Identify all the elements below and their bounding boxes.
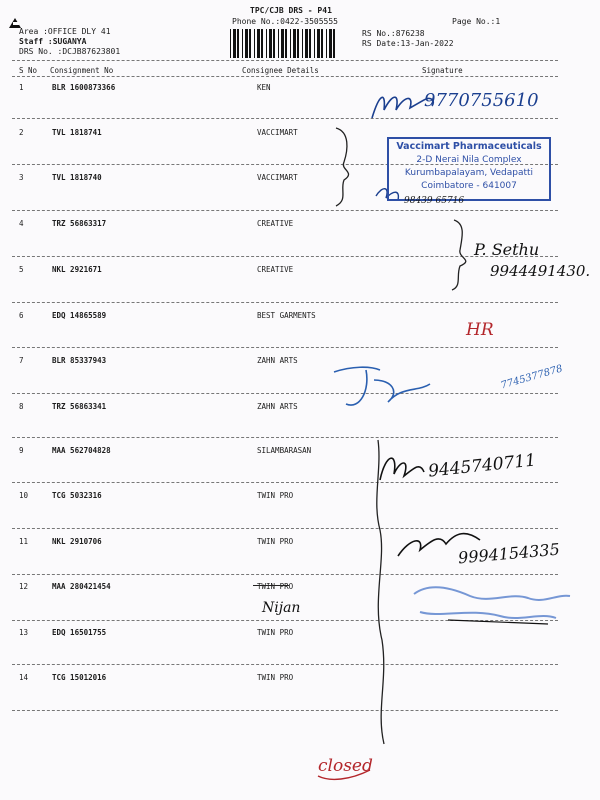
row-consignment: TCG 5032316 bbox=[52, 491, 102, 500]
row-sno: 11 bbox=[19, 537, 29, 546]
handwritten-phone-creative: 9944491430. bbox=[490, 262, 591, 280]
row-sno: 8 bbox=[19, 402, 24, 411]
row-consignee: TWIN PRO bbox=[257, 537, 294, 546]
row-consignee: ZAHN ARTS bbox=[257, 402, 298, 411]
handwritten-phone-zahn: 7745377878 bbox=[499, 363, 564, 392]
handwritten-hr: HR bbox=[466, 320, 494, 340]
column-consignee: Consignee Details bbox=[242, 66, 319, 75]
row-consignee: CREATIVE bbox=[257, 219, 294, 228]
row-consignment: MAA 280421454 bbox=[52, 582, 111, 591]
row-consignment: TVL 1818740 bbox=[52, 173, 102, 182]
handwritten-nijan: Nijan bbox=[262, 600, 301, 616]
report-title: TPC/CJB DRS - P41 bbox=[250, 6, 332, 15]
bracket-line bbox=[377, 440, 384, 744]
stamp-address-line: Kurumbapalayam, Vedapatti bbox=[404, 168, 534, 178]
phone-number: Phone No.:0422-3505555 bbox=[232, 17, 338, 26]
handwritten-phone-silambarasan: 9445740711 bbox=[427, 450, 537, 482]
row-consignee: SILAMBARASAN bbox=[257, 446, 312, 455]
handwritten-stamp-phone: 98439 65716 bbox=[404, 196, 465, 206]
row-consignment: TVL 1818741 bbox=[52, 128, 102, 137]
row-consignee: TWIN PRO bbox=[257, 628, 294, 637]
row-consignment: NKL 2910706 bbox=[52, 537, 102, 546]
row-consignment: NKL 2921671 bbox=[52, 265, 102, 274]
handwritten-closed: closed bbox=[318, 756, 373, 776]
brace-vaccimart bbox=[336, 128, 349, 206]
row-sno: 9 bbox=[19, 446, 24, 455]
column-signature: Signature bbox=[422, 66, 463, 75]
column-sno: S No bbox=[19, 66, 38, 75]
page-number: Page No.:1 bbox=[452, 17, 501, 26]
row-sno: 6 bbox=[19, 311, 24, 320]
row-sno: 3 bbox=[19, 173, 24, 182]
row-consignment: TRZ 56863317 bbox=[52, 219, 107, 228]
row-sno: 14 bbox=[19, 673, 29, 682]
column-consignment: Consignment No bbox=[50, 66, 114, 75]
signature-zahn bbox=[334, 367, 430, 405]
row-consignee: VACCIMART bbox=[257, 128, 298, 137]
handwritten-phone-twinpro: 9994154335 bbox=[457, 539, 561, 568]
row-consignment: BLR 85337943 bbox=[52, 356, 107, 365]
row-consignee: TWIN PRO bbox=[257, 491, 294, 500]
rs-number: RS No.:876238 bbox=[362, 29, 425, 38]
row-sno: 13 bbox=[19, 628, 29, 637]
row-sno: 12 bbox=[19, 582, 29, 591]
stamp-company-name: Vaccimart Pharmaceuticals bbox=[396, 141, 542, 152]
handwritten-signature-creative: P. Sethu bbox=[474, 240, 540, 259]
row-sno: 1 bbox=[19, 83, 24, 92]
row-consignee: VACCIMART bbox=[257, 173, 298, 182]
row-consignment: BLR 1600873366 bbox=[52, 83, 116, 92]
rs-date: RS Date:13-Jan-2022 bbox=[362, 39, 454, 48]
signature-silambarasan bbox=[380, 458, 424, 480]
row-sno: 2 bbox=[19, 128, 24, 137]
row-consignee: TWIN PRO bbox=[257, 673, 294, 682]
area-label: Area :OFFICE DLY 41 bbox=[19, 27, 111, 36]
row-consignment: TCG 15012016 bbox=[52, 673, 107, 682]
brace-creative bbox=[452, 220, 466, 290]
row-consignee-struck: TWIN PRO bbox=[257, 582, 294, 591]
row-consignee: ZAHN ARTS bbox=[257, 356, 298, 365]
staff-label: Staff :SUGANYA bbox=[19, 37, 87, 46]
row-consignment: EDQ 16501755 bbox=[52, 628, 107, 637]
handwritten-phone-ken: 9770755610 bbox=[424, 90, 539, 111]
row-sno: 5 bbox=[19, 265, 24, 274]
stamp-address-line: Coimbatore - 641007 bbox=[421, 181, 517, 191]
row-consignment: MAA 562704828 bbox=[52, 446, 111, 455]
drs-number: DRS No. :DCJB87623801 bbox=[19, 47, 121, 56]
smudged-stamp bbox=[414, 587, 570, 618]
row-sno: 7 bbox=[19, 356, 24, 365]
row-consignment: EDQ 14865589 bbox=[52, 311, 107, 320]
row-sno: 10 bbox=[19, 491, 29, 500]
ink-line bbox=[448, 620, 548, 624]
row-consignee: CREATIVE bbox=[257, 265, 294, 274]
stamp-address-line: 2-D Nerai Nila Complex bbox=[416, 155, 522, 165]
row-consignment: TRZ 56863341 bbox=[52, 402, 107, 411]
row-consignee: BEST GARMENTS bbox=[257, 311, 316, 320]
row-consignee: KEN bbox=[257, 83, 271, 92]
row-sno: 4 bbox=[19, 219, 24, 228]
